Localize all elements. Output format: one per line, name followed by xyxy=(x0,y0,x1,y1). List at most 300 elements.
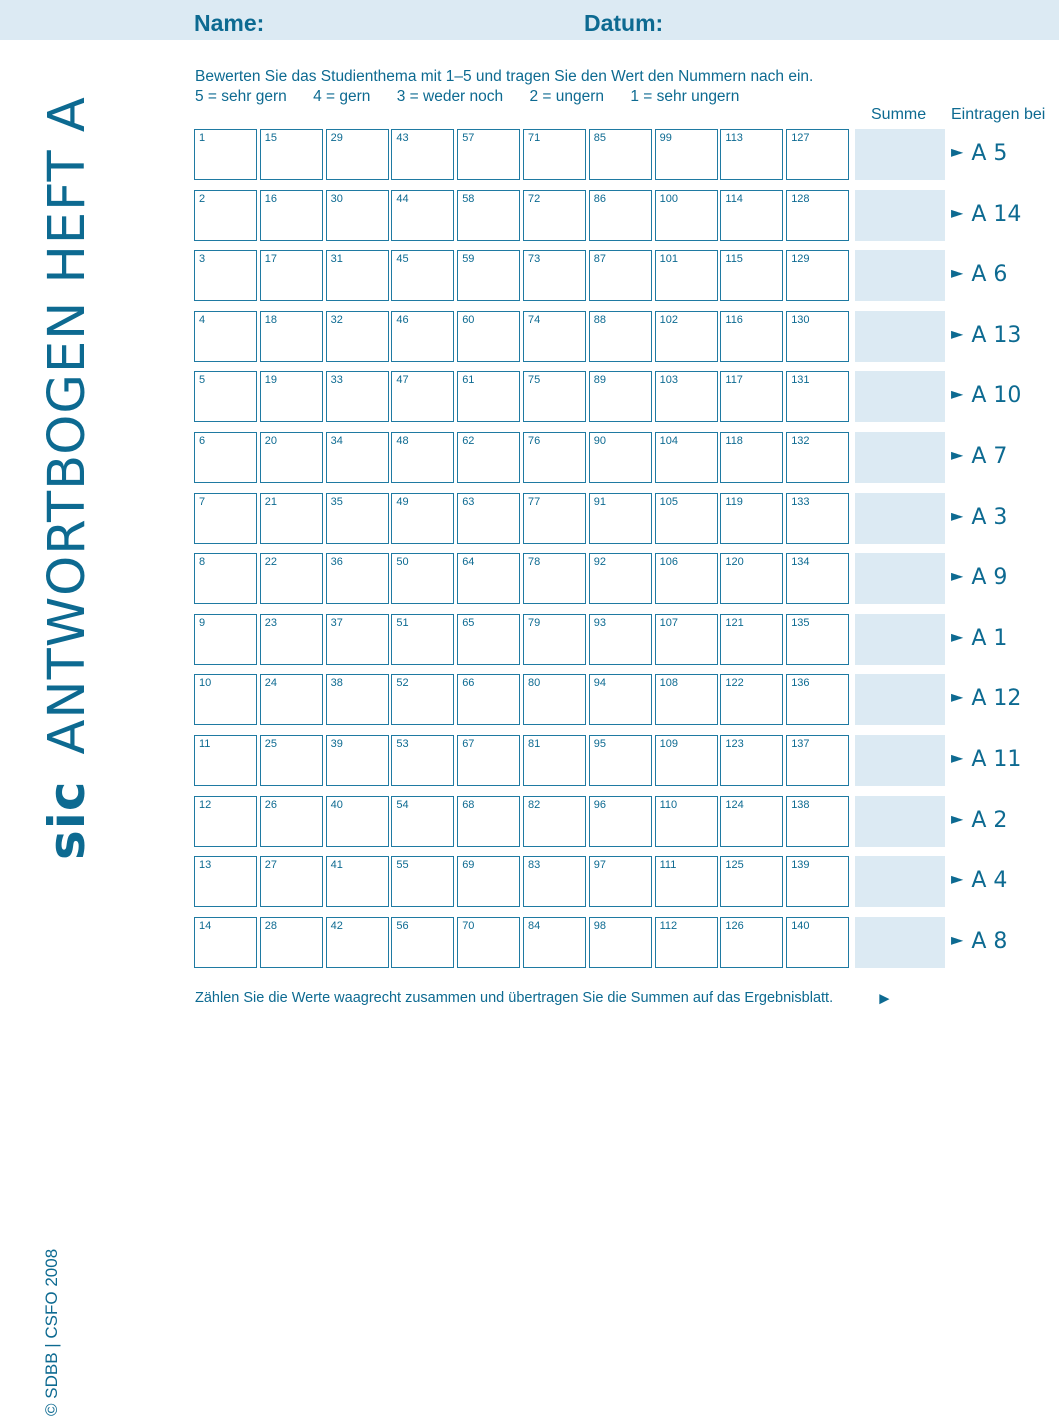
answer-box[interactable] xyxy=(194,432,257,483)
answer-row xyxy=(194,796,1054,847)
answer-box[interactable] xyxy=(523,129,586,180)
item-number: 49 xyxy=(396,495,409,508)
answer-box[interactable] xyxy=(260,553,323,604)
answer-box[interactable] xyxy=(589,432,652,483)
answer-box[interactable] xyxy=(326,856,389,907)
item-number: 57 xyxy=(462,132,475,144)
item-number: 88 xyxy=(593,313,607,326)
arrow-right-icon: ► xyxy=(951,384,964,404)
target-label xyxy=(951,383,1021,408)
answer-box[interactable] xyxy=(194,796,257,847)
item-number: 72 xyxy=(528,192,541,205)
item-number: 17 xyxy=(264,253,278,266)
item-number: 31 xyxy=(330,253,343,266)
answer-box[interactable] xyxy=(194,856,257,907)
answer-box[interactable] xyxy=(523,735,586,786)
sum-box[interactable] xyxy=(855,856,945,907)
answer-box[interactable] xyxy=(260,735,323,786)
answer-box[interactable] xyxy=(655,856,718,907)
target-label xyxy=(951,868,1007,893)
column-header-summe: Summe xyxy=(871,106,927,123)
answer-box[interactable] xyxy=(326,796,389,847)
answer-box[interactable] xyxy=(326,553,389,604)
sum-box[interactable] xyxy=(855,129,945,180)
answer-box[interactable] xyxy=(326,674,389,725)
answer-box[interactable] xyxy=(457,614,520,665)
answer-box[interactable] xyxy=(655,493,718,544)
answer-box[interactable] xyxy=(457,553,520,604)
item-number: 46 xyxy=(396,313,409,326)
answer-box[interactable] xyxy=(260,432,323,483)
answer-box[interactable] xyxy=(720,371,783,422)
answer-box[interactable] xyxy=(523,311,586,362)
answer-box[interactable] xyxy=(326,311,389,362)
answer-box[interactable] xyxy=(391,371,454,422)
answer-box[interactable] xyxy=(655,674,718,725)
answer-box[interactable] xyxy=(260,371,323,422)
side-title xyxy=(38,96,97,860)
footer-instruction: Zählen Sie die Werte waagrecht zusammen und übertragen Sie die Summen auf das Ergebnisblatt. xyxy=(195,990,834,1006)
answer-box[interactable] xyxy=(720,493,783,544)
answer-box[interactable] xyxy=(589,129,652,180)
arrow-right-icon: ► xyxy=(951,445,964,464)
answer-box[interactable] xyxy=(786,735,849,786)
answer-box[interactable] xyxy=(194,493,257,544)
answer-box[interactable] xyxy=(391,856,454,907)
answer-row xyxy=(194,190,1054,241)
answer-box[interactable] xyxy=(720,190,783,241)
item-number: 64 xyxy=(462,556,475,569)
item-number: 82 xyxy=(528,798,541,811)
item-number: 67 xyxy=(462,738,475,750)
rating-scale xyxy=(195,88,761,106)
answer-row xyxy=(194,311,1054,362)
item-number: 11 xyxy=(199,738,211,750)
answer-box[interactable] xyxy=(260,614,323,665)
answer-box[interactable] xyxy=(326,190,389,241)
item-number: 98 xyxy=(593,919,607,932)
item-number: 12 xyxy=(199,798,212,811)
answer-box[interactable] xyxy=(720,796,783,847)
answer-box[interactable] xyxy=(260,917,323,968)
item-number: 37 xyxy=(330,616,343,629)
item-number: 83 xyxy=(528,859,541,872)
target-text: A 8 xyxy=(971,928,1008,954)
answer-box[interactable] xyxy=(326,917,389,968)
answer-box[interactable] xyxy=(523,371,586,422)
item-number: 40 xyxy=(330,798,343,811)
answer-box[interactable] xyxy=(720,311,783,362)
answer-box[interactable] xyxy=(589,796,652,847)
item-number: 53 xyxy=(396,738,409,750)
answer-box[interactable] xyxy=(523,190,586,241)
answer-box[interactable] xyxy=(786,917,849,968)
item-number: 110 xyxy=(659,798,678,811)
answer-box[interactable] xyxy=(391,917,454,968)
item-number: 116 xyxy=(725,313,743,326)
answer-box[interactable] xyxy=(326,735,389,786)
answer-box[interactable] xyxy=(260,129,323,180)
answer-box[interactable] xyxy=(655,917,718,968)
answer-row xyxy=(194,371,1054,422)
item-number: 122 xyxy=(725,677,744,690)
item-number: 4 xyxy=(199,313,206,326)
item-number: 24 xyxy=(264,677,278,690)
answer-box[interactable] xyxy=(260,493,323,544)
answer-box[interactable] xyxy=(194,371,257,422)
item-number: 108 xyxy=(659,677,678,690)
target-text: A 13 xyxy=(971,322,1022,348)
item-number: 45 xyxy=(396,253,409,266)
arrow-right-icon: ► xyxy=(951,566,964,586)
answer-box[interactable] xyxy=(589,250,652,301)
item-number: 77 xyxy=(528,495,541,508)
item-number: 87 xyxy=(593,253,607,266)
item-number: 30 xyxy=(330,192,343,205)
item-number: 65 xyxy=(462,616,475,629)
answer-box[interactable] xyxy=(457,493,520,544)
answer-box[interactable] xyxy=(720,129,783,180)
item-number: 73 xyxy=(528,253,541,266)
item-number: 9 xyxy=(199,616,206,629)
answer-box[interactable] xyxy=(391,796,454,847)
target-label xyxy=(951,808,1007,833)
answer-box[interactable] xyxy=(655,311,718,362)
item-number: 125 xyxy=(725,859,744,872)
item-number: 101 xyxy=(659,253,678,266)
answer-box[interactable] xyxy=(391,493,454,544)
sum-box[interactable] xyxy=(855,311,945,362)
target-text: A 10 xyxy=(971,383,1022,409)
answer-box[interactable] xyxy=(457,917,520,968)
answer-box[interactable] xyxy=(194,190,257,241)
item-number: 121 xyxy=(725,616,744,629)
answer-box[interactable] xyxy=(720,735,783,786)
answer-box[interactable] xyxy=(260,856,323,907)
answer-box[interactable] xyxy=(589,917,652,968)
item-number: 58 xyxy=(462,192,475,205)
item-number: 10 xyxy=(199,677,212,690)
item-number: 2 xyxy=(199,192,206,205)
item-number: 104 xyxy=(659,435,678,447)
answer-box[interactable] xyxy=(786,856,849,907)
arrow-right-icon: ► xyxy=(951,687,964,707)
target-label xyxy=(951,929,1007,954)
answer-box[interactable] xyxy=(589,371,652,422)
item-number: 14 xyxy=(199,919,212,932)
answer-row xyxy=(194,129,1054,180)
target-label xyxy=(951,686,1021,711)
answer-box[interactable] xyxy=(457,311,520,362)
answer-box[interactable] xyxy=(720,917,783,968)
item-number: 132 xyxy=(791,435,810,447)
answer-box[interactable] xyxy=(786,311,849,362)
target-label xyxy=(951,747,1021,772)
answer-box[interactable] xyxy=(655,614,718,665)
answer-box[interactable] xyxy=(786,493,849,544)
answer-box[interactable] xyxy=(786,129,849,180)
answer-box[interactable] xyxy=(457,432,520,483)
answer-box[interactable] xyxy=(391,614,454,665)
item-number: 109 xyxy=(659,738,678,750)
item-number: 124 xyxy=(725,798,744,811)
item-number: 55 xyxy=(396,859,409,872)
answer-box[interactable] xyxy=(523,674,586,725)
answer-box[interactable] xyxy=(786,553,849,604)
answer-box[interactable] xyxy=(260,674,323,725)
item-number: 3 xyxy=(199,253,206,266)
answer-box[interactable] xyxy=(457,796,520,847)
item-number: 139 xyxy=(791,859,810,872)
item-number: 76 xyxy=(528,435,541,447)
answer-box[interactable] xyxy=(523,796,586,847)
item-number: 85 xyxy=(593,132,607,144)
answer-box[interactable] xyxy=(391,432,454,483)
item-number: 34 xyxy=(330,435,343,447)
target-text: A 14 xyxy=(971,201,1022,227)
answer-box[interactable] xyxy=(655,250,718,301)
target-text: A 12 xyxy=(971,686,1022,712)
item-number: 33 xyxy=(330,374,343,387)
document-title: ANTWORTBOGEN HEFT A xyxy=(38,96,97,755)
item-number: 126 xyxy=(725,919,744,932)
item-number: 54 xyxy=(396,798,409,811)
answer-box[interactable] xyxy=(194,553,257,604)
sum-box[interactable] xyxy=(855,250,945,301)
target-label xyxy=(951,262,1007,287)
answer-box[interactable] xyxy=(786,674,849,725)
arrow-right-icon: ► xyxy=(951,808,964,828)
answer-box[interactable] xyxy=(194,250,257,301)
arrow-right-icon: ► xyxy=(951,142,964,161)
answer-box[interactable] xyxy=(655,796,718,847)
answer-box[interactable] xyxy=(457,735,520,786)
item-number: 21 xyxy=(264,495,278,508)
answer-box[interactable] xyxy=(260,311,323,362)
answer-box[interactable] xyxy=(457,371,520,422)
item-number: 16 xyxy=(264,192,278,205)
answer-box[interactable] xyxy=(589,493,652,544)
answer-box[interactable] xyxy=(391,190,454,241)
answer-box[interactable] xyxy=(457,674,520,725)
answer-box[interactable] xyxy=(786,190,849,241)
arrow-right-icon: ► xyxy=(951,748,964,767)
answer-box[interactable] xyxy=(655,432,718,483)
item-number: 102 xyxy=(659,313,678,326)
answer-box[interactable] xyxy=(260,190,323,241)
answer-box[interactable] xyxy=(391,553,454,604)
sum-box[interactable] xyxy=(855,553,945,604)
sum-box[interactable] xyxy=(855,493,945,544)
item-number: 26 xyxy=(264,798,278,811)
answer-box[interactable] xyxy=(391,735,454,786)
answer-box[interactable] xyxy=(720,250,783,301)
item-number: 74 xyxy=(528,313,541,326)
target-text: A 4 xyxy=(971,868,1008,894)
answer-box[interactable] xyxy=(194,674,257,725)
answer-box[interactable] xyxy=(655,735,718,786)
answer-box[interactable] xyxy=(786,432,849,483)
item-number: 119 xyxy=(725,495,743,508)
answer-box[interactable] xyxy=(720,432,783,483)
answer-box[interactable] xyxy=(786,250,849,301)
answer-box[interactable] xyxy=(326,432,389,483)
answer-box[interactable] xyxy=(194,311,257,362)
instructions-intro: Bewerten Sie das Studienthema mit 1–5 und tragen Sie den Wert den Nummern nach ein. xyxy=(195,68,814,85)
answer-box[interactable] xyxy=(523,917,586,968)
arrow-right-icon: ► xyxy=(876,989,893,1008)
arrow-right-icon: ► xyxy=(951,505,964,525)
arrow-right-icon: ► xyxy=(951,323,964,343)
answer-box[interactable] xyxy=(523,614,586,665)
answer-box[interactable] xyxy=(391,674,454,725)
sum-box[interactable] xyxy=(855,371,945,422)
answer-box[interactable] xyxy=(326,371,389,422)
answer-box[interactable] xyxy=(457,129,520,180)
item-number: 28 xyxy=(264,919,278,932)
answer-box[interactable] xyxy=(655,129,718,180)
answer-box[interactable] xyxy=(720,614,783,665)
answer-box[interactable] xyxy=(523,553,586,604)
answer-box[interactable] xyxy=(655,190,718,241)
answer-box[interactable] xyxy=(391,250,454,301)
item-number: 39 xyxy=(330,738,343,750)
answer-box[interactable] xyxy=(589,311,652,362)
answer-box[interactable] xyxy=(589,190,652,241)
answer-box[interactable] xyxy=(391,311,454,362)
answer-row xyxy=(194,432,1054,483)
answer-box[interactable] xyxy=(194,735,257,786)
item-number: 70 xyxy=(462,919,475,932)
item-number: 42 xyxy=(330,919,343,932)
answer-box[interactable] xyxy=(589,674,652,725)
answer-row xyxy=(194,493,1054,544)
item-number: 41 xyxy=(330,859,343,872)
item-number: 35 xyxy=(330,495,343,508)
answer-box[interactable] xyxy=(720,674,783,725)
item-number: 123 xyxy=(725,738,744,750)
header-bar xyxy=(0,0,1059,40)
answer-box[interactable] xyxy=(326,493,389,544)
answer-box[interactable] xyxy=(457,856,520,907)
answer-box[interactable] xyxy=(326,614,389,665)
item-number: 80 xyxy=(528,677,541,690)
item-number: 128 xyxy=(791,192,810,205)
sum-box[interactable] xyxy=(855,674,945,725)
answer-box[interactable] xyxy=(523,856,586,907)
item-number: 137 xyxy=(791,738,810,750)
item-number: 69 xyxy=(462,859,475,872)
item-number: 100 xyxy=(659,192,678,205)
answer-box[interactable] xyxy=(194,614,257,665)
answer-box[interactable] xyxy=(589,735,652,786)
item-number: 94 xyxy=(593,677,607,690)
item-number: 20 xyxy=(264,435,278,447)
arrow-right-icon: ► xyxy=(951,869,964,889)
item-number: 111 xyxy=(659,859,677,872)
item-number: 136 xyxy=(791,677,810,690)
answer-box[interactable] xyxy=(786,796,849,847)
item-number: 92 xyxy=(593,556,607,569)
answer-box[interactable] xyxy=(589,553,652,604)
answer-box[interactable] xyxy=(655,371,718,422)
brand-logo: sic xyxy=(38,780,96,860)
item-number: 130 xyxy=(791,313,810,326)
target-label xyxy=(951,323,1021,348)
answer-row xyxy=(194,735,1054,786)
item-number: 43 xyxy=(396,132,409,144)
target-label xyxy=(951,626,1007,651)
item-number: 106 xyxy=(659,556,678,569)
sum-box[interactable] xyxy=(855,796,945,847)
answer-box[interactable] xyxy=(589,614,652,665)
item-number: 103 xyxy=(659,374,678,387)
answer-row xyxy=(194,856,1054,907)
answer-box[interactable] xyxy=(655,553,718,604)
answer-box[interactable] xyxy=(457,190,520,241)
item-number: 91 xyxy=(593,495,607,508)
answer-box[interactable] xyxy=(457,250,520,301)
target-label xyxy=(951,141,1007,166)
item-number: 93 xyxy=(593,616,607,629)
item-number: 115 xyxy=(725,253,743,266)
item-number: 95 xyxy=(593,738,607,750)
answer-box[interactable] xyxy=(326,250,389,301)
answer-box[interactable] xyxy=(260,796,323,847)
item-number: 135 xyxy=(791,616,810,629)
item-number: 6 xyxy=(199,435,206,447)
answer-box[interactable] xyxy=(523,250,586,301)
scale-item: 1 = sehr ungern xyxy=(630,88,740,105)
answer-box[interactable] xyxy=(720,553,783,604)
scale-item: 4 = gern xyxy=(313,88,371,105)
datum-label: Datum: xyxy=(584,10,664,36)
item-number: 38 xyxy=(330,677,343,690)
target-text: A 3 xyxy=(971,504,1008,530)
item-number: 61 xyxy=(462,374,475,387)
target-text: A 11 xyxy=(971,747,1022,772)
sum-box[interactable] xyxy=(855,735,945,786)
answer-box[interactable] xyxy=(589,856,652,907)
answer-box[interactable] xyxy=(326,129,389,180)
item-number: 112 xyxy=(659,919,678,932)
item-number: 78 xyxy=(528,556,541,569)
item-number: 86 xyxy=(593,192,607,205)
item-number: 51 xyxy=(396,616,409,629)
answer-box[interactable] xyxy=(720,856,783,907)
sum-box[interactable] xyxy=(855,614,945,665)
answer-box[interactable] xyxy=(786,614,849,665)
copyright: © SDBB | CSFO 2008 xyxy=(42,1248,61,1416)
item-number: 19 xyxy=(264,374,278,387)
answer-box[interactable] xyxy=(391,129,454,180)
answer-box[interactable] xyxy=(786,371,849,422)
item-number: 8 xyxy=(199,556,206,569)
item-number: 131 xyxy=(791,374,810,387)
answer-box[interactable] xyxy=(523,493,586,544)
target-text: A 6 xyxy=(971,262,1008,288)
sum-box[interactable] xyxy=(855,917,945,968)
answer-box[interactable] xyxy=(194,917,257,968)
item-number: 113 xyxy=(725,132,743,144)
sum-box[interactable] xyxy=(855,190,945,241)
answer-box[interactable] xyxy=(523,432,586,483)
item-number: 129 xyxy=(791,253,810,266)
answer-box[interactable] xyxy=(260,250,323,301)
item-number: 114 xyxy=(725,192,743,205)
sum-box[interactable] xyxy=(855,432,945,483)
answer-box[interactable] xyxy=(194,129,257,180)
